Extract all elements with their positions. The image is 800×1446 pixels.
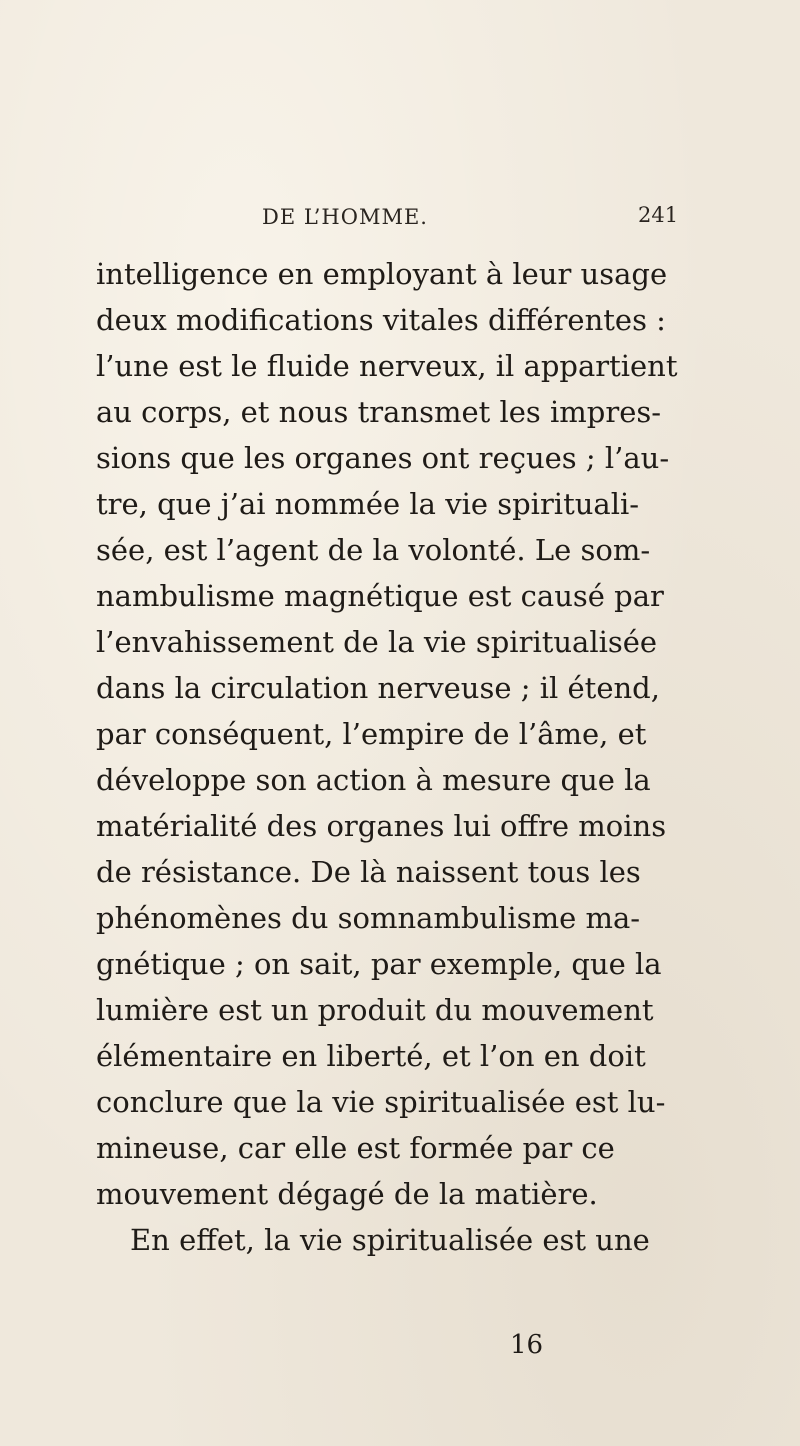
text-line: matérialité des organes lui offre moins <box>96 809 667 843</box>
text-line: élémentaire en liberté, et l’on en doit <box>96 1039 646 1073</box>
text-line: sions que les organes ont reçues ; l’au- <box>96 441 670 475</box>
text-line: par conséquent, l’empire de l’âme, et <box>96 717 647 751</box>
text-line: dans la circulation nerveuse ; il étend, <box>96 671 660 705</box>
text-line: lumière est un produit du mouvement <box>96 993 654 1027</box>
text-line: mouvement dégagé de la matière. <box>96 1177 598 1211</box>
text-line: nambulisme magnétique est causé par <box>96 579 664 613</box>
text-line: deux modifications vitales différentes : <box>96 303 666 337</box>
page-number: 241 <box>638 203 679 227</box>
text-line: gnétique ; on sait, par exemple, que la <box>96 947 662 981</box>
text-line: l’envahissement de la vie spiritualisée <box>96 625 658 659</box>
text-line: conclure que la vie spiritualisée est lu- <box>96 1085 666 1119</box>
text-line: sée, est l’agent de la volonté. Le som- <box>96 533 651 567</box>
text-line: au corps, et nous transmet les impres- <box>96 395 662 429</box>
text-line: de résistance. De là naissent tous les <box>96 855 641 889</box>
text-line: mineuse, car elle est formée par ce <box>96 1131 615 1165</box>
text-line: phénomènes du somnambulisme ma- <box>96 901 641 935</box>
text-line: En effet, la vie spiritualisée est une <box>130 1223 650 1257</box>
text-line: intelligence en employant à leur usage <box>96 257 668 291</box>
text-line: l’une est le fluide nerveux, il appartient <box>96 349 678 383</box>
running-title: DE L’HOMME. <box>262 205 428 229</box>
signature-number: 16 <box>510 1330 544 1360</box>
text-line: développe son action à mesure que la <box>96 763 651 797</box>
text-line: tre, que j’ai nommée la vie spirituali- <box>96 487 640 521</box>
